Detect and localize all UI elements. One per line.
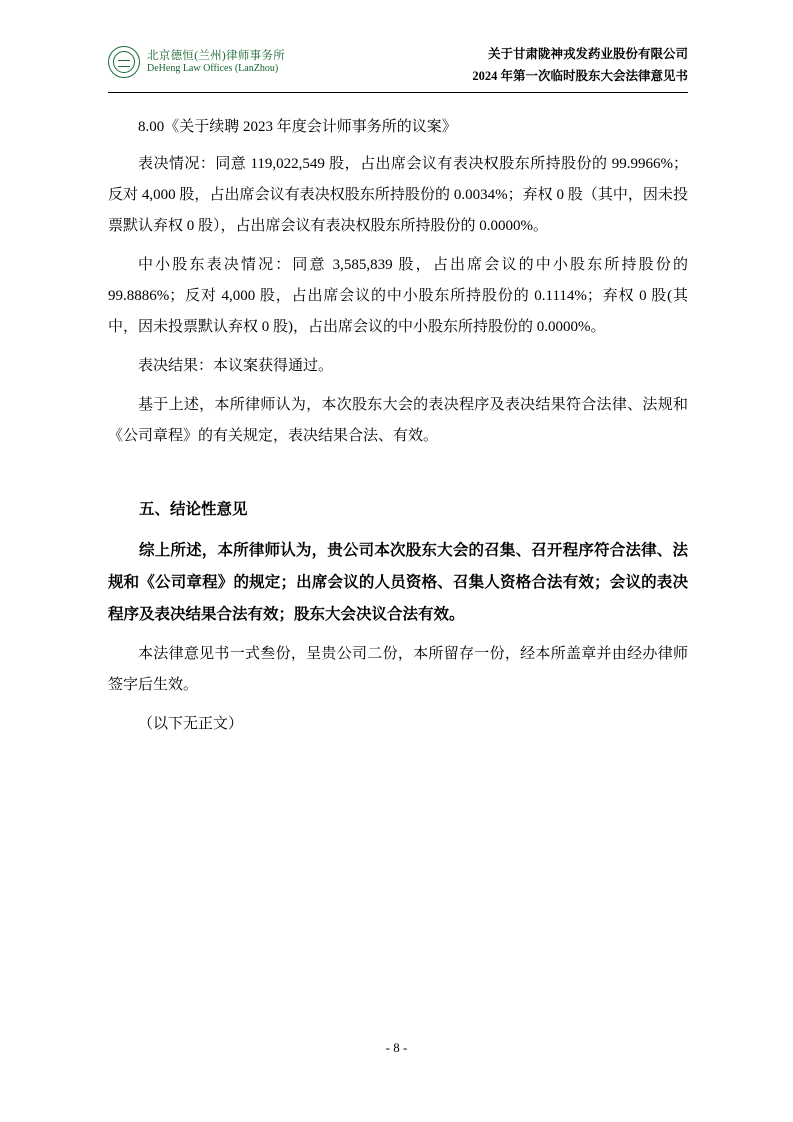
firm-name-cn: 北京德恒(兰州)律师事务所	[147, 49, 286, 62]
page-number: - 8 -	[385, 1040, 408, 1055]
header-doc-title-line1: 关于甘肃陇神戎发药业股份有限公司	[487, 47, 688, 61]
conclusion-paragraph: 综上所述，本所律师认为，贵公司本次股东大会的召集、召开程序符合法律、法规和《公司章程》的规定；出席会议的人员资格、召集人资格合法有效；会议的表决程序及表决结果合法有效；股东大会决议合法有效。	[108, 541, 688, 623]
lawyer-opinion-paragraph: 基于上述，本所律师认为，本次股东大会的表决程序及表决结果符合法律、法规和《公司章程》的有关规定，表决结果合法、有效。	[108, 397, 688, 445]
deheng-circle-logo-icon	[108, 46, 140, 78]
copies-paragraph: 本法律意见书一式叁份，呈贵公司二份，本所留存一份，经本所盖章并由经办律师签字后生效。	[108, 645, 688, 693]
firm-name-block	[147, 49, 285, 76]
section-spacer	[108, 460, 688, 494]
header-doc-title-line2: 2024 年第一次临时股东大会法律意见书	[472, 68, 688, 83]
voting-outcome-paragraph: 表决结果：本议案获得通过。	[138, 358, 334, 375]
header-divider	[108, 92, 688, 93]
firm-logo-block	[108, 44, 285, 78]
page-header	[108, 44, 688, 90]
document-body	[108, 112, 688, 748]
header-doc-title	[472, 44, 688, 88]
agenda-item-title: 8.00《关于续聘 2023 年度会计师事务所的议案》	[138, 119, 457, 135]
firm-name-en: DeHeng Law Offices (LanZhou)	[147, 62, 279, 74]
no-text-below-note: （以下无正文）	[138, 715, 244, 732]
section-five-heading: 五、结论性意见	[139, 501, 248, 519]
vote-result-paragraph: 表决情况：同意 119,022,549 股，占出席会议有表决权股东所持股份的 99.9966%；反对 4,000 股，占出席会议有表决权股东所持股份的 0.0034%；弃权 0 股（其中，因未投票默认弃权 0 股），占出席会议有表决权股东所持股份的 0.0000%。	[108, 156, 688, 235]
minority-vote-paragraph: 中小股东表决情况：同意 3,585,839 股，占出席会议的中小股东所持股份的 99.8886%；反对 4,000 股，占出席会议的中小股东所持股份的 0.1114%；弃权 0 股(其中，因未投票默认弃权 0 股)，占出席会议的中小股东所持股份的 0.0000%。	[108, 257, 688, 336]
